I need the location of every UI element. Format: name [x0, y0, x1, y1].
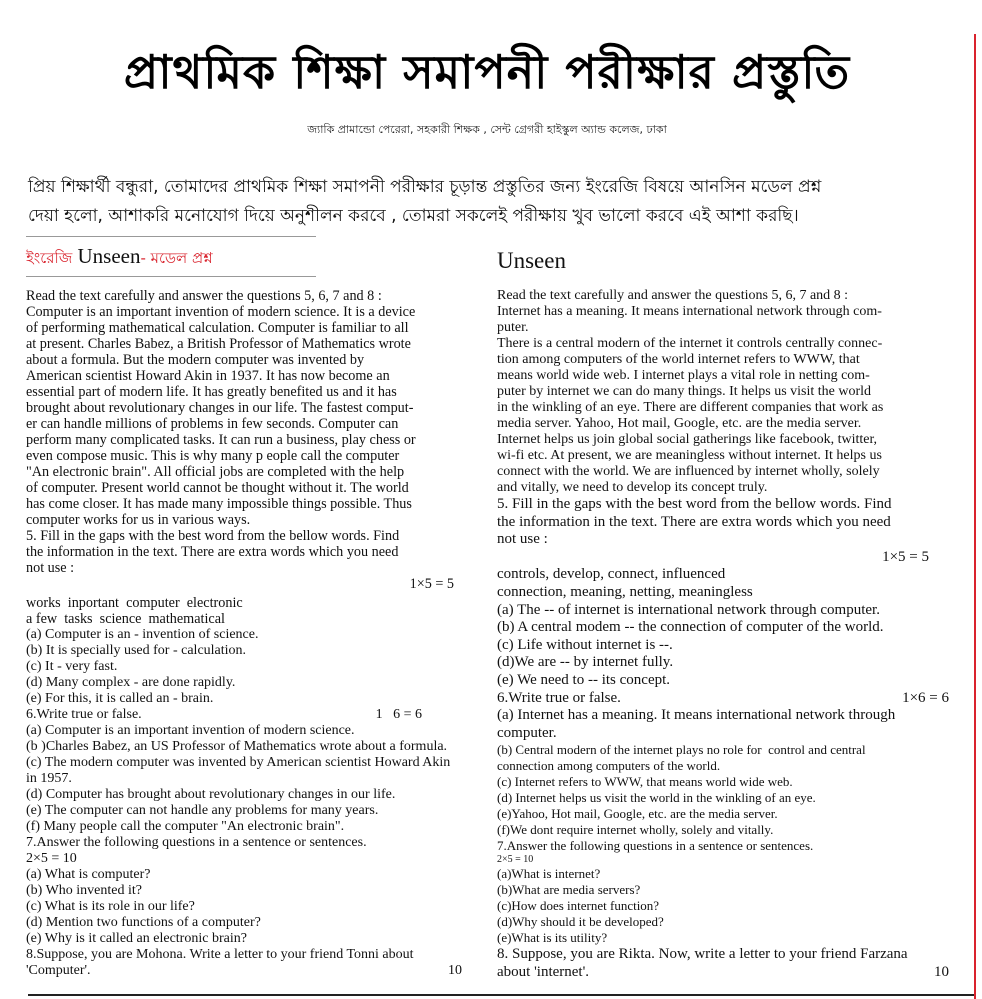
left-heading-top-rule: [26, 236, 316, 237]
q5-marks: 1×5 = 5: [882, 548, 929, 565]
text-line: has come closer. It has made many impossible things possible. Thus: [26, 496, 412, 512]
q6-item: in 1957.: [26, 771, 72, 786]
q8-footer: [497, 964, 949, 982]
q6-marks: 1 6 = 6: [375, 707, 422, 722]
intro-line-2: দেয়া হলো, আশাকরি মনোযোগ দিয়ে অনুশীলন করবে , তোমরা সকলেই পরীক্ষায় খুব ভালো করবে এই আশা করছি।: [28, 206, 799, 226]
text-line: of computer. Present world cannot be thought without it. The world: [26, 480, 409, 496]
text-line: not use :: [26, 560, 75, 576]
heading-bangla-model: - মডেল প্রশ্ন: [140, 249, 213, 267]
text-line: puter.: [497, 320, 529, 335]
q5-item: (e) For this, it is called an - brain.: [26, 691, 214, 706]
left-column: [26, 288, 474, 979]
bottom-rule: [28, 994, 974, 996]
text-line: perform many complicated tasks. It can run a business, play chess or: [26, 432, 416, 448]
text-line: There is a central modern of the internet it controls centrally connec-: [497, 336, 883, 351]
q5-item: (d)We are -- by internet fully.: [497, 654, 674, 671]
q6-item: (b )Charles Babez, an US Professor of Mathematics wrote about a formula.: [26, 739, 448, 754]
author-byline: জ্যাকি প্রামান্ডো পেরেরা, সহকারী শিক্ষক , সেন্ট গ্রেগরী হাইস্কুল অ্যান্ড কলেজ, ঢাকা: [307, 123, 667, 136]
q8-marks: 10: [448, 963, 462, 978]
q7-label: 7.Answer the following questions in a sentence or sentences.: [497, 838, 814, 854]
q5-items: [497, 602, 949, 690]
text-line: Internet helps us join global social gatherings like facebook, twitter,: [497, 432, 878, 447]
text-line: Computer is an important invention of modern science. It is a device: [26, 304, 416, 320]
text-line: essential part of modern life. It has greatly benefited us and it has: [26, 384, 397, 400]
word-bank-line-2: connection, meaning, netting, meaningless: [497, 583, 753, 600]
q7-item: (a)What is internet?: [497, 866, 601, 882]
q7-marks: 2×5 = 10: [497, 854, 534, 866]
q6-item: computer.: [497, 724, 557, 741]
text-line: media server. Yahoo, Hot mail, Google, etc. are the media server.: [497, 416, 862, 431]
q5-item: (c) It - very fast.: [26, 659, 118, 674]
q7-item: (c)How does internet function?: [497, 898, 660, 914]
q6-label: 6.Write true or false.: [26, 707, 142, 722]
q8-line-1: 8. Suppose, you are Rikta. Now, write a letter to your friend Farzana: [497, 946, 908, 963]
q6-item: (a) Internet has a meaning. It means international network through: [497, 707, 896, 724]
text-line: in the winkling of an eye. There are different companies that work as: [497, 400, 884, 415]
q6-item: (e) The computer can not handle any problems for many years.: [26, 803, 379, 818]
q7-label: 7.Answer the following questions in a sentence or sentences.: [26, 835, 367, 850]
q6-header: [26, 707, 474, 723]
word-bank-line-2: a few tasks science mathematical: [26, 611, 225, 627]
q8-footer: [26, 963, 474, 979]
q6-header: [497, 690, 949, 708]
text-line: not use :: [497, 531, 548, 548]
right-section-heading: Unseen: [497, 248, 566, 273]
q7-item: (b)What are media servers?: [497, 882, 641, 898]
text-line: American scientist Howard Akin in 1937. It has now become an: [26, 368, 390, 384]
q7-item: (a) What is computer?: [26, 867, 151, 882]
right-passage: [497, 288, 949, 496]
q7-items: [497, 866, 949, 946]
text-line: brought about revolutionary changes in our life. The fastest comput-: [26, 400, 414, 416]
q6-item: (f)We dont require internet wholly, solely and vitally.: [497, 822, 774, 838]
q6-item: connection among computers of the world.: [497, 758, 721, 774]
q5-item: (c) Life without internet is --.: [497, 636, 673, 653]
q5-marks: 1×5 = 5: [409, 576, 454, 592]
q6-item: (c) The modern computer was invented by American scientist Howard Akin: [26, 755, 451, 770]
q6-item: (f) Many people call the computer "An electronic brain".: [26, 819, 345, 834]
word-bank-line-1: controls, develop, connect, influenced: [497, 566, 726, 583]
q6-marks: 1×6 = 6: [902, 689, 949, 706]
text-line: 5. Fill in the gaps with the best word from the bellow words. Find: [497, 496, 892, 512]
q6-label: 6.Write true or false.: [497, 689, 621, 706]
left-section-heading: [26, 244, 213, 272]
text-line: means world wide web. I internet plays a vital role in netting com-: [497, 368, 870, 383]
text-line: "An electronic brain". All official jobs are completed with the help: [26, 464, 405, 480]
q7-item: (e)What is its utility?: [497, 930, 608, 946]
q5-item: (a) Computer is an - invention of science.: [26, 627, 259, 642]
q6-item: (b) Central modern of the internet plays no role for control and central: [497, 742, 866, 758]
text-line: connect with the world. We are influenced by internet wholly, solely: [497, 464, 880, 479]
text-line: 5. Fill in the gaps with the best word from the bellow words. Find: [26, 528, 400, 544]
text-line: at present. Charles Babez, a British Professor of Mathematics wrote: [26, 336, 411, 352]
q6-item: (d) Computer has brought about revolutionary changes in our life.: [26, 787, 396, 802]
text-line: about a formula. But the modern computer was invented by: [26, 352, 365, 368]
q5-item: (b) A central modem -- the connection of computer of the world.: [497, 619, 884, 636]
red-margin-rule: [974, 34, 976, 999]
q6-items: [497, 742, 949, 854]
intro-paragraph: [28, 173, 958, 231]
q7-item: (d) Mention two functions of a computer?: [26, 915, 261, 930]
q8-line-2: 'Computer'.: [26, 963, 91, 978]
q5-item: (e) We need to -- its concept.: [497, 671, 671, 688]
q5-item: (b) It is specially used for - calculation.: [26, 643, 247, 658]
text-line: wi-fi etc. At present, we are meaningless without internet. It helps us: [497, 448, 882, 463]
right-column: [497, 288, 949, 982]
q7-item: (b) Who invented it?: [26, 883, 142, 898]
q6-item-a: [497, 707, 949, 742]
q6-item: (e)Yahoo, Hot mail, Google, etc. are the media server.: [497, 806, 778, 822]
text-line: the information in the text. There are extra words which you need: [497, 513, 891, 530]
q8-line-1: 8.Suppose, you are Mohona. Write a letter to your friend Tonni about: [26, 947, 414, 962]
left-heading-bottom-rule: [26, 276, 316, 277]
q7-marks: 2×5 = 10: [26, 851, 77, 866]
text-line: er can handle millions of problems in few seconds. Computer can: [26, 416, 399, 432]
q7-item: (e) Why is it called an electronic brain?: [26, 931, 247, 946]
q6-item: (c) Internet refers to WWW, that means world wide web.: [497, 774, 793, 790]
intro-line-1: প্রিয় শিক্ষার্থী বন্ধুরা, তোমাদের প্রাথমিক শিক্ষা সমাপনী পরীক্ষার চূড়ান্ত প্রস্তুতির জন্য ইংরেজি বিষয়ে আনসিন মডেল প্রশ্ন: [28, 177, 822, 197]
q7-item: (d)Why should it be developed?: [497, 914, 664, 930]
q6-item: (a) Computer is an important invention of modern science.: [26, 723, 355, 738]
text-line: and vitally, we need to develop its concept truly.: [497, 480, 768, 495]
right-q5-intro: [497, 496, 949, 549]
heading-bangla-subject: ইংরেজি: [26, 249, 73, 267]
text-line: Internet has a meaning. It means international network through com-: [497, 304, 882, 319]
q8-line-2: about 'internet'.: [497, 963, 590, 980]
q5-item: (d) Many complex - are done rapidly.: [26, 675, 236, 690]
text-line: the information in the text. There are extra words which you need: [26, 544, 399, 560]
q5-item: (a) The -- of internet is international network through computer.: [497, 601, 880, 618]
left-passage: [26, 288, 474, 576]
text-line: puter by internet we can do many things. It helps us visit the world: [497, 384, 872, 399]
text-line: computer works for us in various ways.: [26, 512, 251, 528]
text-line: Read the text carefully and answer the questions 5, 6, 7 and 8 :: [497, 288, 849, 303]
q5-items: [26, 627, 474, 707]
q6-items: [26, 723, 474, 835]
q8-marks: 10: [934, 963, 949, 980]
heading-unseen: Unseen: [72, 244, 141, 268]
page-title: প্রাথমিক শিক্ষা সমাপনী পরীক্ষার প্রস্তুতি: [123, 45, 851, 99]
word-bank-line-1: works inportant computer electronic: [26, 595, 243, 611]
q6-item: (d) Internet helps us visit the world in the winkling of an eye.: [497, 790, 816, 806]
text-line: even compose music. This is why many p eople call the computer: [26, 448, 400, 464]
text-line: Read the text carefully and answer the questions 5, 6, 7 and 8 :: [26, 288, 382, 304]
text-line: of performing mathematical calculation. Computer is familiar to all: [26, 320, 409, 336]
q7-item: (c) What is its role in our life?: [26, 899, 195, 914]
text-line: tion among computers of the world internet refers to WWW, that: [497, 352, 860, 367]
